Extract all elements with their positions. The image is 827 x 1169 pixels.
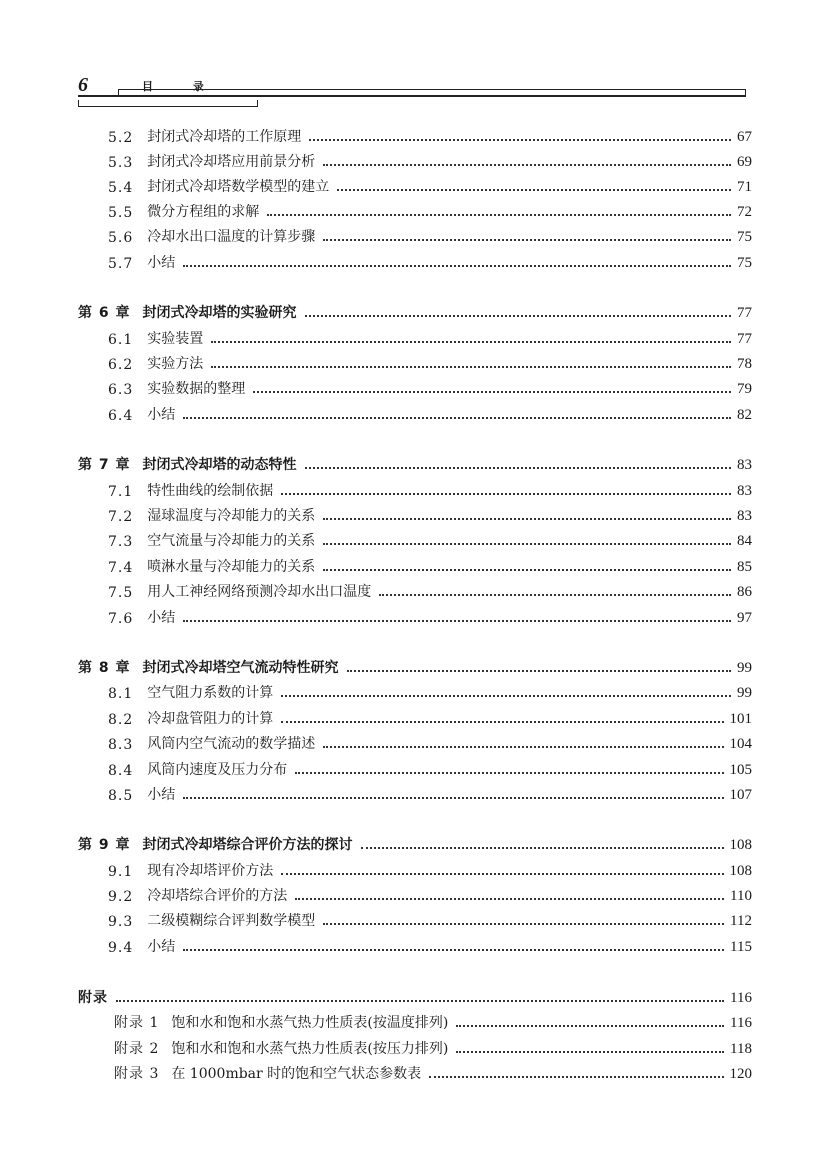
- toc-leader-dots: [323, 239, 731, 241]
- toc-title: 湿球温度与冷却能力的关系: [147, 508, 316, 524]
- toc-leader-dots: [253, 391, 731, 393]
- toc-leader-dots: [323, 518, 731, 520]
- toc-title: 实验装置: [147, 331, 204, 347]
- toc-leader-dots: [456, 1025, 724, 1027]
- toc-title: 冷却水出口温度的计算步骤: [147, 229, 316, 245]
- toc-leader-dots: [267, 214, 731, 216]
- header-rule-main: [78, 95, 746, 97]
- toc-number: 8.2: [108, 712, 134, 728]
- toc-number: 附录 3: [114, 1066, 160, 1082]
- toc-number: 5.3: [108, 155, 134, 171]
- toc-leader-dots: [323, 746, 723, 748]
- toc-leader-dots: [183, 797, 723, 799]
- toc-section-row: [108, 324, 752, 348]
- toc-number: 7.4: [108, 560, 134, 576]
- toc-section-row: [108, 881, 752, 905]
- toc-page-number: 75: [737, 229, 752, 245]
- toc-title: 实验数据的整理: [147, 381, 246, 397]
- toc-number: 5.4: [108, 180, 134, 196]
- toc-number: 9.4: [108, 940, 134, 956]
- toc-page-number: 115: [730, 939, 752, 955]
- toc-section-row: [108, 755, 752, 779]
- toc-page-number: 82: [737, 407, 752, 423]
- toc-leader-dots: [281, 493, 731, 495]
- toc-leader-dots: [305, 315, 732, 317]
- toc-page-number: 108: [729, 837, 752, 853]
- toc-page-number: 110: [730, 888, 752, 904]
- toc-section-row: [108, 501, 752, 525]
- toc-leader-dots: [281, 695, 731, 697]
- toc-leader-dots: [211, 366, 731, 368]
- toc-title: 封闭式冷却塔数学模型的建立: [147, 179, 330, 195]
- toc-number: 第 6 章: [78, 305, 131, 321]
- toc-title: 二级模糊综合评判数学模型: [147, 913, 316, 929]
- toc-page-number: 108: [729, 863, 752, 879]
- toc-number: 6.3: [108, 382, 134, 398]
- toc-section-row: [108, 526, 752, 550]
- toc-number: 8.3: [108, 737, 134, 753]
- toc-title: 封闭式冷却塔的实验研究: [142, 305, 297, 321]
- toc-title: 用人工神经网络预测冷却水出口温度: [147, 584, 372, 600]
- toc-section-row: [108, 603, 752, 627]
- toc-page-number: 120: [729, 1066, 752, 1082]
- toc-title: 封闭式冷却塔应用前景分析: [147, 154, 316, 170]
- toc-chapter-row: [78, 653, 752, 677]
- toc-section-row: [108, 704, 752, 728]
- toc-number: 附录: [78, 990, 108, 1006]
- header-rule-lower: [78, 100, 258, 107]
- toc-leader-dots: [183, 265, 731, 267]
- toc-number: 第 8 章: [78, 660, 131, 676]
- toc-page-number: 75: [737, 255, 752, 271]
- toc-section-row: [108, 780, 752, 804]
- toc-page-number: 85: [737, 559, 752, 575]
- toc-page-number: 78: [737, 356, 752, 372]
- toc-title: 小结: [147, 787, 176, 803]
- toc-leader-dots: [361, 847, 724, 849]
- toc-title: 喷淋水量与冷却能力的关系: [147, 559, 316, 575]
- toc-section-row: [114, 1008, 752, 1032]
- toc-title: 空气流量与冷却能力的关系: [147, 533, 316, 549]
- toc-title: 封闭式冷却塔的工作原理: [147, 129, 302, 145]
- toc-page-number: 67: [737, 129, 752, 145]
- toc-leader-dots: [429, 1076, 723, 1078]
- toc-page-number: 107: [729, 787, 752, 803]
- toc-page-number: 105: [729, 762, 752, 778]
- toc-leader-dots: [323, 543, 731, 545]
- toc-leader-dots: [116, 1000, 724, 1002]
- toc-number: 6.1: [108, 332, 134, 348]
- toc-page-number: 83: [737, 483, 752, 499]
- toc-page-number: 86: [737, 584, 752, 600]
- toc-page-number: 69: [737, 154, 752, 170]
- toc-page-number: 71: [737, 179, 752, 195]
- toc-leader-dots: [295, 772, 723, 774]
- toc-title: 现有冷却塔评价方法: [147, 863, 274, 879]
- toc-leader-dots: [309, 139, 731, 141]
- toc-section-row: [108, 856, 752, 880]
- toc-section-row: [108, 172, 752, 196]
- toc-leader-dots: [379, 594, 731, 596]
- toc-title: 在 1000mbar 时的饱和空气状态参数表: [171, 1066, 422, 1082]
- toc-page-number: 101: [729, 711, 752, 727]
- toc-number: 5.7: [108, 256, 134, 272]
- toc-title: 小结: [147, 610, 176, 626]
- toc-number: 9.1: [108, 864, 134, 880]
- toc-number: 附录 1: [114, 1015, 160, 1031]
- toc-page-number: 104: [729, 736, 752, 752]
- toc-page-number: 116: [730, 990, 752, 1006]
- toc-number: 8.1: [108, 686, 134, 702]
- toc-title: 微分方程组的求解: [147, 204, 260, 220]
- toc-page-number: 116: [730, 1015, 752, 1031]
- toc-page-number: 79: [737, 381, 752, 397]
- toc-section-row: [108, 222, 752, 246]
- toc-number: 5.5: [108, 205, 134, 221]
- toc-leader-dots: [211, 341, 731, 343]
- toc-title: 封闭式冷却塔的动态特性: [142, 457, 297, 473]
- toc-leader-dots: [323, 923, 724, 925]
- toc-title: 空气阻力系数的计算: [147, 685, 274, 701]
- toc-leader-dots: [183, 417, 731, 419]
- toc-title: 封闭式冷却塔综合评价方法的探讨: [142, 837, 353, 853]
- toc-section-row: [114, 1059, 752, 1083]
- toc-page-number: 112: [730, 913, 752, 929]
- toc-page-number: 83: [737, 508, 752, 524]
- toc-section-row: [108, 248, 752, 272]
- toc-page-number: 83: [737, 457, 752, 473]
- toc-leader-dots: [183, 620, 731, 622]
- toc-number: 7.6: [108, 611, 134, 627]
- toc-section-row: [108, 197, 752, 221]
- toc-section-row: [108, 678, 752, 702]
- toc-title: 饱和水和饱和水蒸气热力性质表(按压力排列): [171, 1041, 449, 1057]
- toc-number: 5.2: [108, 130, 134, 146]
- toc-chapter-row: [78, 830, 752, 854]
- toc-page-number: 99: [737, 660, 752, 676]
- toc-leader-dots: [295, 898, 724, 900]
- toc-page-number: 99: [737, 685, 752, 701]
- toc-page-number: 118: [730, 1041, 752, 1057]
- toc-number: 7.2: [108, 509, 134, 525]
- toc-chapter-row: [78, 298, 752, 322]
- toc-section-row: [108, 122, 752, 146]
- toc-section-row: [108, 400, 752, 424]
- toc-title: 冷却塔综合评价的方法: [147, 888, 288, 904]
- toc-leader-dots: [281, 721, 723, 723]
- toc-section-row: [108, 932, 752, 956]
- toc-number: 附录 2: [114, 1041, 160, 1057]
- toc-section-row: [108, 147, 752, 171]
- toc-title: 实验方法: [147, 356, 204, 372]
- toc-page-number: 77: [737, 305, 752, 321]
- toc-number: 5.6: [108, 230, 134, 246]
- toc-page-number: 97: [737, 610, 752, 626]
- toc-section-row: [108, 349, 752, 373]
- toc-section-row: [108, 729, 752, 753]
- toc-number: 7.3: [108, 534, 134, 550]
- toc-page-number: 84: [737, 533, 752, 549]
- toc-title: 特性曲线的绘制依据: [147, 483, 274, 499]
- toc-section-row: [108, 374, 752, 398]
- toc-leader-dots: [456, 1051, 724, 1053]
- toc-section-row: [114, 1034, 752, 1058]
- toc-section-row: [108, 552, 752, 576]
- toc-section-row: [108, 577, 752, 601]
- toc-leader-dots: [183, 949, 724, 951]
- toc-number: 7.5: [108, 585, 134, 601]
- toc-title: 冷却盘管阻力的计算: [147, 711, 274, 727]
- toc-title: 风筒内速度及压力分布: [147, 762, 288, 778]
- toc-title: 小结: [147, 407, 176, 423]
- toc-title: 小结: [147, 255, 176, 271]
- toc-section-row: [108, 906, 752, 930]
- toc-leader-dots: [323, 569, 731, 571]
- running-header-title: 目 录: [142, 80, 222, 93]
- toc-number: 第 7 章: [78, 457, 131, 473]
- toc-number: 7.1: [108, 484, 134, 500]
- toc-number: 9.2: [108, 889, 134, 905]
- toc-leader-dots: [323, 164, 731, 166]
- toc-number: 9.3: [108, 914, 134, 930]
- toc-page-number: 77: [737, 331, 752, 347]
- toc-leader-dots: [305, 467, 732, 469]
- toc-leader-dots: [347, 670, 732, 672]
- toc-chapter-row: [78, 450, 752, 474]
- toc-title: 小结: [147, 939, 176, 955]
- toc-section-row: [108, 476, 752, 500]
- toc-leader-dots: [337, 189, 731, 191]
- toc-number: 6.4: [108, 408, 134, 424]
- toc-title: 饱和水和饱和水蒸气热力性质表(按温度排列): [171, 1015, 449, 1031]
- toc-chapter-row: [78, 983, 752, 1007]
- toc-number: 第 9 章: [78, 837, 131, 853]
- toc-number: 6.2: [108, 357, 134, 373]
- toc-number: 8.4: [108, 763, 134, 779]
- toc-leader-dots: [281, 873, 723, 875]
- page-number: 6: [78, 74, 88, 96]
- toc-number: 8.5: [108, 788, 134, 804]
- toc-title: 风筒内空气流动的数学描述: [147, 736, 316, 752]
- toc-page-number: 72: [737, 204, 752, 220]
- toc-title: 封闭式冷却塔空气流动特性研究: [142, 660, 339, 676]
